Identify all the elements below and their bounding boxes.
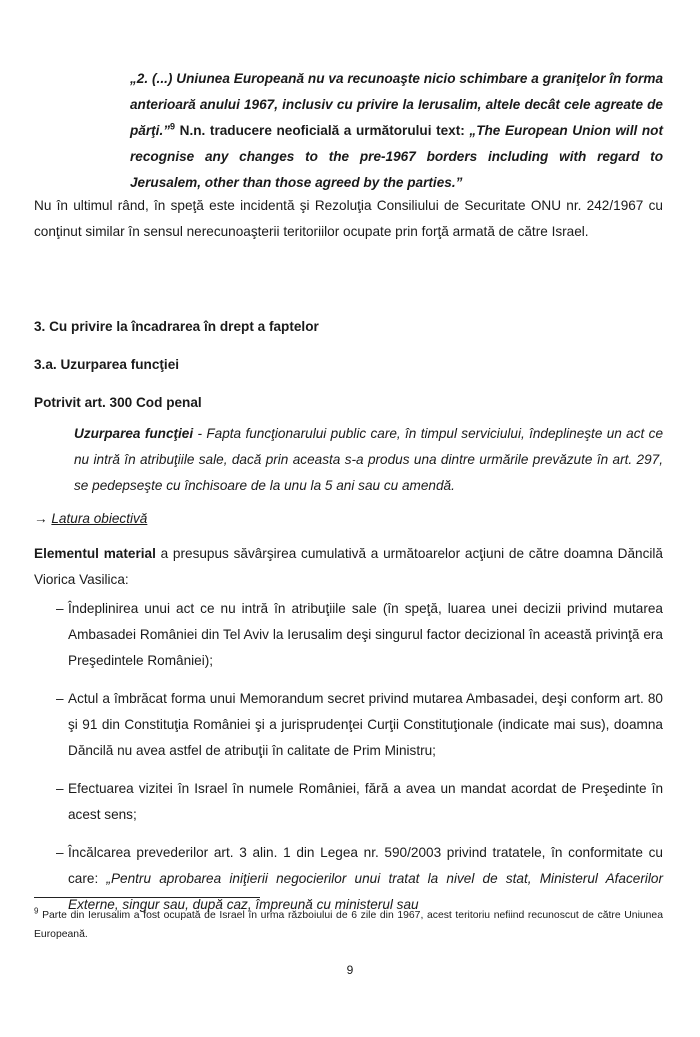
section-heading-3a: 3.a. Uzurparea funcţiei xyxy=(34,357,180,372)
quote-english: „The European Union will not recognise any changes to the pre-1967 borders including with regard to Jerusalem, other than those agreed by the parties.” xyxy=(130,123,663,190)
list-item-text: Efectuarea vizitei în Israel în numele României, fără a avea un mandat acordat de Preşedinte în acest sens; xyxy=(68,781,663,822)
translation-note: N.n. traducere neoficială a următorului text: xyxy=(175,123,470,138)
quote-romanian: „2. (...) Uniunea Europeană nu va recunoaşte nicio schimbare a graniţelor în forma anterioară anului 1967, inclusiv cu privire la Ierusalim, altele decât cele agreate de părţi.” xyxy=(130,71,663,138)
element-material-term: Elementul material xyxy=(34,546,156,561)
dash-bullet: – xyxy=(56,601,64,616)
latura-label: Latura obiectivă xyxy=(51,511,148,526)
footnote-text: Parte din Ierusalim a fost ocupată de Israel în urma războiului de 6 zile din 1967, acest teritoriu nefiind recunoscut de către Uniunea Europeană. xyxy=(34,910,663,940)
page-number: 9 xyxy=(346,963,354,977)
list-item-text: Îndeplinirea unui act ce nu intră în atribuţiile sale (în speţă, luarea unei decizii privind mutarea Ambasadei României din Tel Aviv la Ierusalim deşi singurul factor decizional în această privinţă era Preşedintele României); xyxy=(68,601,663,668)
definition-term: Uzurparea funcţiei xyxy=(74,426,194,441)
list-item xyxy=(34,776,663,828)
eu-quote-paragraph xyxy=(130,66,663,196)
un-resolution-paragraph: Nu în ultimul rând, în speţă este incidentă şi Rezoluţia Consiliului de Securitate ONU nr. 242/1967 cu conţinut similar în sensul nerecunoaşterii teritoriilor ocupate prin forţă armată de către Israel. xyxy=(34,198,663,239)
element-material-paragraph xyxy=(34,541,663,593)
dash-bullet: – xyxy=(56,781,64,796)
list-item xyxy=(34,596,663,674)
definition-text: - Fapta funcţionarului public care, în timpul serviciului, îndeplineşte un act ce nu intră în atribuţiile sale, dacă prin aceasta s-a produs una dintre urmările prevăzute în art. 297, se pedepseşte cu închisoare de la unu la 5 ani sau cu amendă. xyxy=(74,426,664,493)
footnote xyxy=(34,906,663,944)
arrow-icon: → xyxy=(34,511,48,526)
legal-basis-heading: Potrivit art. 300 Cod penal xyxy=(34,395,202,410)
element-material-text: a presupus săvârşirea cumulativă a următoarelor acţiuni de către doamna Dăncilă Viorica Vasilica: xyxy=(34,546,663,587)
list-item xyxy=(34,686,663,764)
footnote-reference[interactable]: 9 xyxy=(170,121,176,132)
law-quote: „Pentru aprobarea iniţierii negocierilor unui tratat la nivel de stat, Ministerul Afacerilor Externe, singur sau, după caz, împreună cu ministerul sau xyxy=(68,871,663,912)
section-heading-3: 3. Cu privire la încadrarea în drept a faptelor xyxy=(34,319,319,334)
list-item-text: Actul a îmbrăcat forma unui Memorandum secret privind mutarea Ambasadei, deşi conform art. 80 şi 91 din Constituţia României şi a jurisprudenţei Curţii Constituţionale (indicate mai sus), doamna Dăncilă nu avea astfel de atribuţii în calitate de Prim Ministru; xyxy=(68,691,663,758)
article-definition xyxy=(74,421,663,499)
footnote-divider xyxy=(34,897,260,898)
list-item-text: Încălcarea prevederilor art. 3 alin. 1 din Legea nr. 590/2003 privind tratatele, în conformitate cu care: xyxy=(68,845,663,886)
latura-obiectiva-heading xyxy=(34,506,147,532)
footnote-number: 9 xyxy=(34,906,39,916)
dash-bullet: – xyxy=(56,691,64,706)
dash-bullet: – xyxy=(56,845,64,860)
actions-list xyxy=(34,596,663,930)
